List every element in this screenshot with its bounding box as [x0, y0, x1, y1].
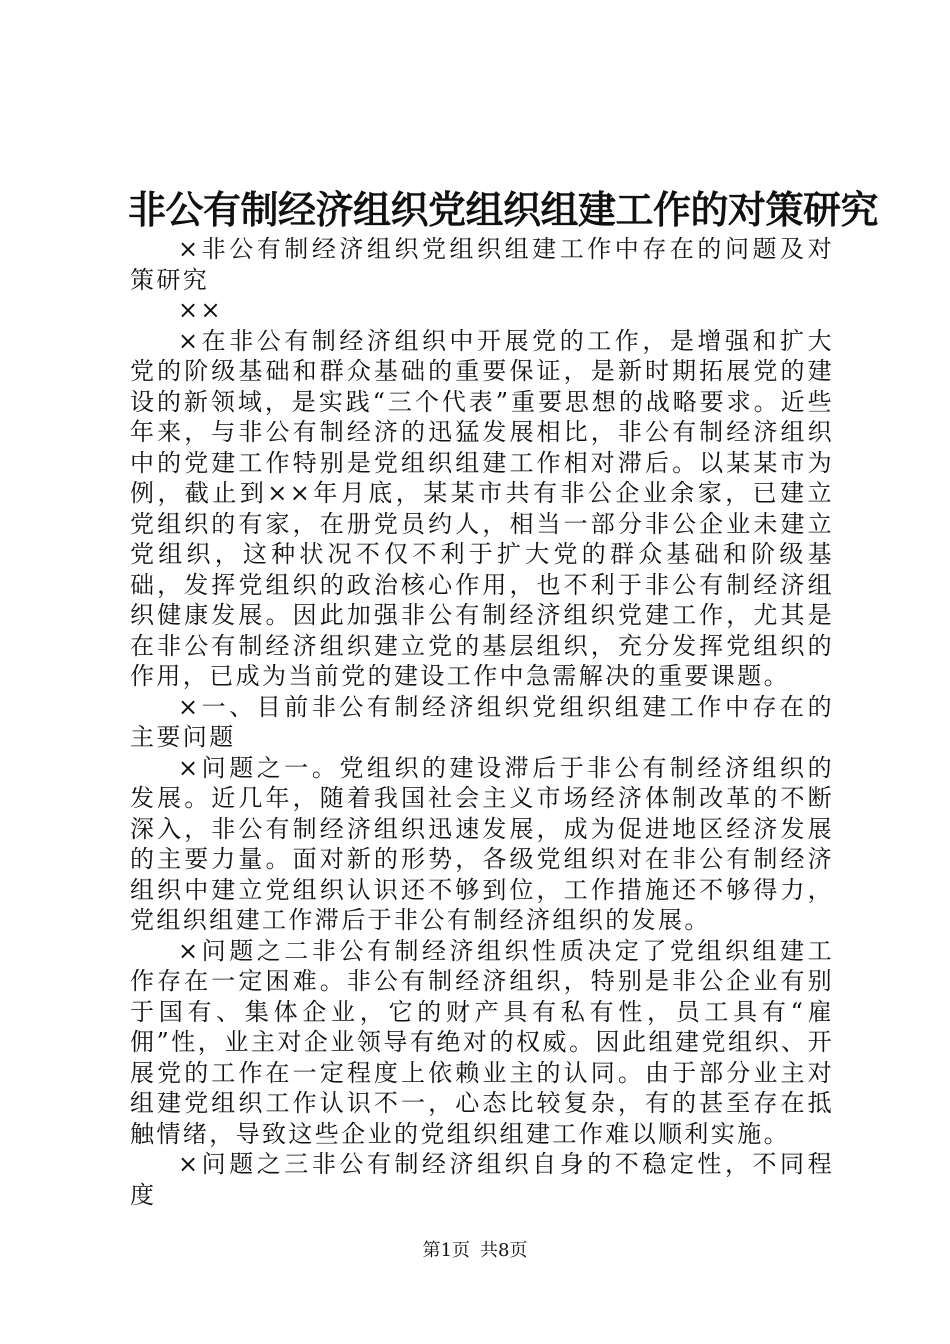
document-body: [130, 234, 834, 1210]
document-title: 非公有制经济组织党组织组建工作的对策研究: [128, 187, 879, 232]
paragraph-subtitle: ×非公有制经济组织党组织组建工作中存在的问题及对策研究: [130, 235, 834, 294]
page-footer: [0, 1240, 950, 1262]
total-pages: 共8页: [480, 1240, 528, 1261]
page-number: 第1页: [422, 1240, 470, 1261]
paragraph-author: ××: [178, 296, 224, 324]
paragraph-problem-2: ×问题之二非公有制经济组织性质决定了党组织组建工作存在一定困难。非公有制经济组织，特别是非公企业有别于国有、集体企业，它的财产具有私有性，员工具有“雇佣”性，业主对企业领导有绝对的权威。因此组建党组织、开展党的工作在一定程度上依赖业主的认同。由于部分业主对组建党组织工作认识不一，心态比较复杂，有的甚至存在抵触情绪，导致这些企业的党组织组建工作难以顺利实施。: [130, 936, 834, 1148]
paragraph-problem-3: ×问题之三非公有制经济组织自身的不稳定性，不同程度: [130, 1150, 834, 1209]
paragraph-problem-1: ×问题之一。党组织的建设滞后于非公有制经济组织的发展。近几年，随着我国社会主义市场经济体制改革的不断深入，非公有制经济组织迅速发展，成为促进地区经济发展的主要力量。面对新的形势，各级党组织对在非公有制经济组织中建立党组织认识还不够到位，工作措施还不够得力，党组织组建工作滞后于非公有制经济组织的发展。: [130, 753, 834, 934]
section-heading: ×一、目前非公有制经济组织党组织组建工作中存在的主要问题: [130, 692, 834, 751]
paragraph-intro: ×在非公有制经济组织中开展党的工作，是增强和扩大党的阶级基础和群众基础的重要保证，是新时期拓展党的建设的新领域，是实践“三个代表”重要思想的战略要求。近些年来，与非公有制经济的迅猛发展相比，非公有制经济组织中的党建工作特别是党组织组建工作相对滞后。以某某市为例，截止到××年月底，某某市共有非公企业余家，已建立党组织的有家，在册党员约人，相当一部分非公企业未建立党组织，这种状况不仅不利于扩大党的群众基础和阶级基础，发挥党组织的政治核心作用，也不利于非公有制经济组织健康发展。因此加强非公有制经济组织党建工作，尤其是在非公有制经济组织建立党的基层组织，充分发挥党组织的作用，已成为当前党的建设工作中急需解决的重要课题。: [130, 326, 834, 690]
